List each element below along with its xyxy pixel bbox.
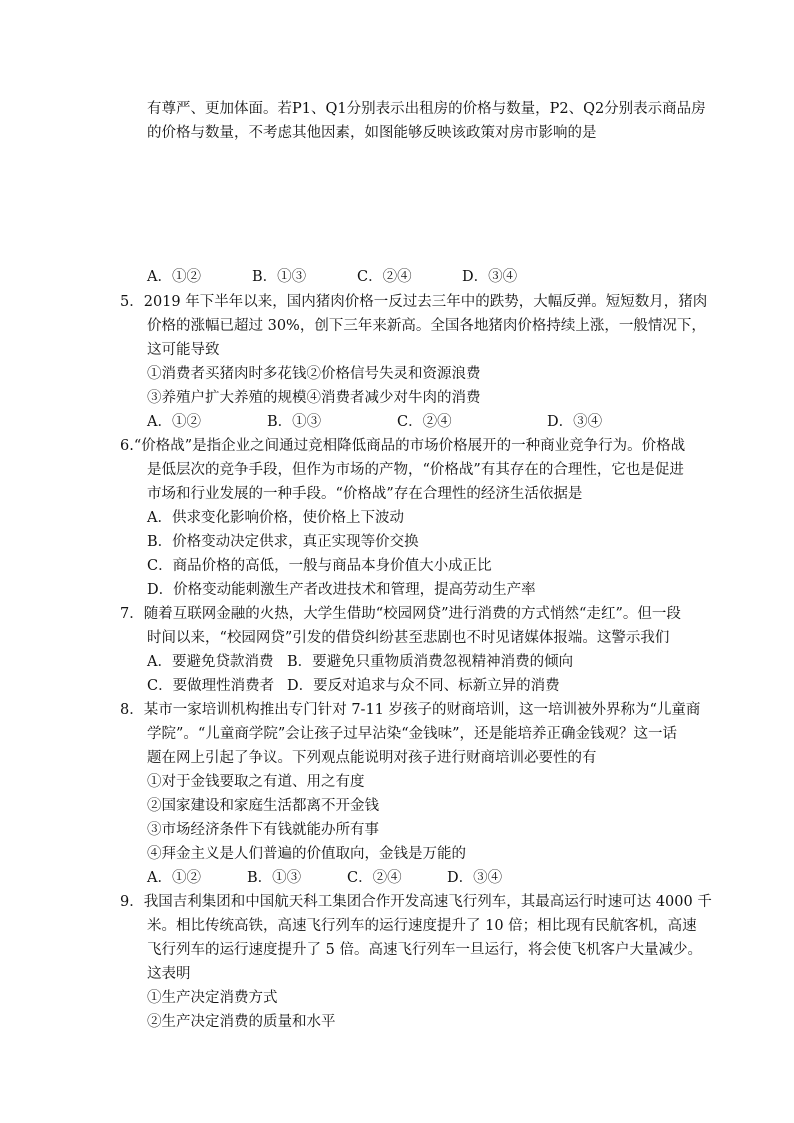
q4-option-b[interactable]: B．①③ [252, 269, 307, 285]
q7-stem-line-2: 时间以来，“校园网贷”引发的借贷纠纷甚至悲剧也不时见诸媒体报端。这警示我们 [147, 630, 670, 646]
q9-stem-line-2: 米。相比传统高铁，高速飞行列车的运行速度提升了 10 倍；相比现有民航客机，高速 [147, 918, 697, 934]
q8-option-a[interactable]: A．①② [147, 870, 201, 886]
q6-option-d[interactable]: D．价格变动能刺激生产者改进技术和管理，提高劳动生产率 [147, 582, 536, 598]
q5-option-c[interactable]: C．②④ [397, 414, 452, 430]
q6-stem-line-2: 是低层次的竞争手段，但作为市场的产物，“价格战”有其存在的合理性，它也是促进 [147, 462, 684, 478]
q6-option-c[interactable]: C．商品价格的高低，一般与商品本身价值大小成正比 [147, 558, 492, 574]
q4-option-c[interactable]: C．②④ [357, 269, 412, 285]
q8-item-1: ①对于金钱要取之有道、用之有度 [147, 774, 365, 790]
q5-stem-line-3: 这可能导致 [147, 342, 220, 358]
q5-stem-line-1: 5．2019 年下半年以来，国内猪肉价格一反过去三年中的跌势，大幅反弹。短短数月，猪肉 [120, 294, 708, 310]
q9-stem-line-4: 这表明 [147, 966, 191, 982]
q7-option-d[interactable]: D．要反对追求与众不同、标新立异的消费 [287, 678, 560, 694]
q5-option-b[interactable]: B．①③ [267, 414, 322, 430]
q8-stem-line-1: 8．某市一家培训机构推出专门针对 7-11 岁孩子的财商培训，这一培训被外界称为“儿童商 [120, 702, 701, 718]
q7-stem-line-1: 7．随着互联网金融的火热，大学生借助“校园网贷”进行消费的方式悄然“走红”。但一段 [120, 606, 681, 622]
q4-stem-line-1: 有尊严、更加体面。若P1、Q1分别表示出租房的价格与数量，P2、Q2分别表示商品房 [147, 101, 706, 117]
q5-stem-line-2: 价格的涨幅已超过 30%，创下三年来新高。全国各地猪肉价格持续上涨，一般情况下， [147, 318, 706, 334]
q7-option-c[interactable]: C．要做理性消费者 [147, 678, 275, 694]
q9-item-1: ①生产决定消费方式 [147, 990, 278, 1006]
q8-stem-line-2: 学院”。“儿童商学院”会让孩子过早沾染“金钱味”，还是能培养正确金钱观？这一话 [147, 726, 678, 742]
q8-stem-line-3: 题在网上引起了争议。下列观点能说明对孩子进行财商培训必要性的有 [147, 750, 597, 766]
q4-option-a[interactable]: A．①② [147, 269, 201, 285]
q5-option-d[interactable]: D．③④ [547, 414, 603, 430]
q8-option-b[interactable]: B．①③ [247, 870, 302, 886]
q8-option-c[interactable]: C．②④ [347, 870, 402, 886]
q6-stem-line-3: 市场和行业发展的一种手段。“价格战”存在合理性的经济生活依据是 [147, 486, 583, 502]
q7-option-a[interactable]: A．要避免贷款消费 [147, 654, 274, 670]
q4-stem-line-2: 的价格与数量，不考虑其他因素，如图能够反映该政策对房市影响的是 [147, 125, 597, 141]
q9-stem-line-3: 飞行列车的运行速度提升了 5 倍。高速飞行列车一旦运行，将会使飞机客户大量减少。 [147, 942, 702, 958]
q6-option-a[interactable]: A．供求变化影响价格，使价格上下波动 [147, 510, 404, 526]
q8-item-2: ②国家建设和家庭生活都离不开金钱 [147, 798, 379, 814]
q5-item-1: ①消费者买猪肉时多花钱②价格信号失灵和资源浪费 [147, 366, 481, 382]
q5-item-2: ③养殖户扩大养殖的规模④消费者减少对牛肉的消费 [147, 390, 481, 406]
q8-item-4: ④拜金主义是人们普遍的价值取向，金钱是万能的 [147, 846, 466, 862]
q9-stem-line-1: 9．我国吉利集团和中国航天科工集团合作开发高速飞行列车，其最高运行时速可达 4000 千 [120, 894, 712, 910]
q9-item-2: ②生产决定消费的质量和水平 [147, 1014, 336, 1030]
q5-option-a[interactable]: A．①② [147, 414, 201, 430]
q7-option-b[interactable]: B．要避免只重物质消费忽视精神消费的倾向 [287, 654, 574, 670]
q8-option-d[interactable]: D．③④ [447, 870, 503, 886]
q8-item-3: ③市场经济条件下有钱就能办所有事 [147, 822, 379, 838]
q4-option-d[interactable]: D．③④ [462, 269, 518, 285]
q6-stem-line-1: 6.“价格战”是指企业之间通过竞相降低商品的市场价格展开的一种商业竞争行为。价格战 [120, 438, 686, 454]
q6-option-b[interactable]: B．价格变动决定供求，真正实现等价交换 [147, 534, 419, 550]
